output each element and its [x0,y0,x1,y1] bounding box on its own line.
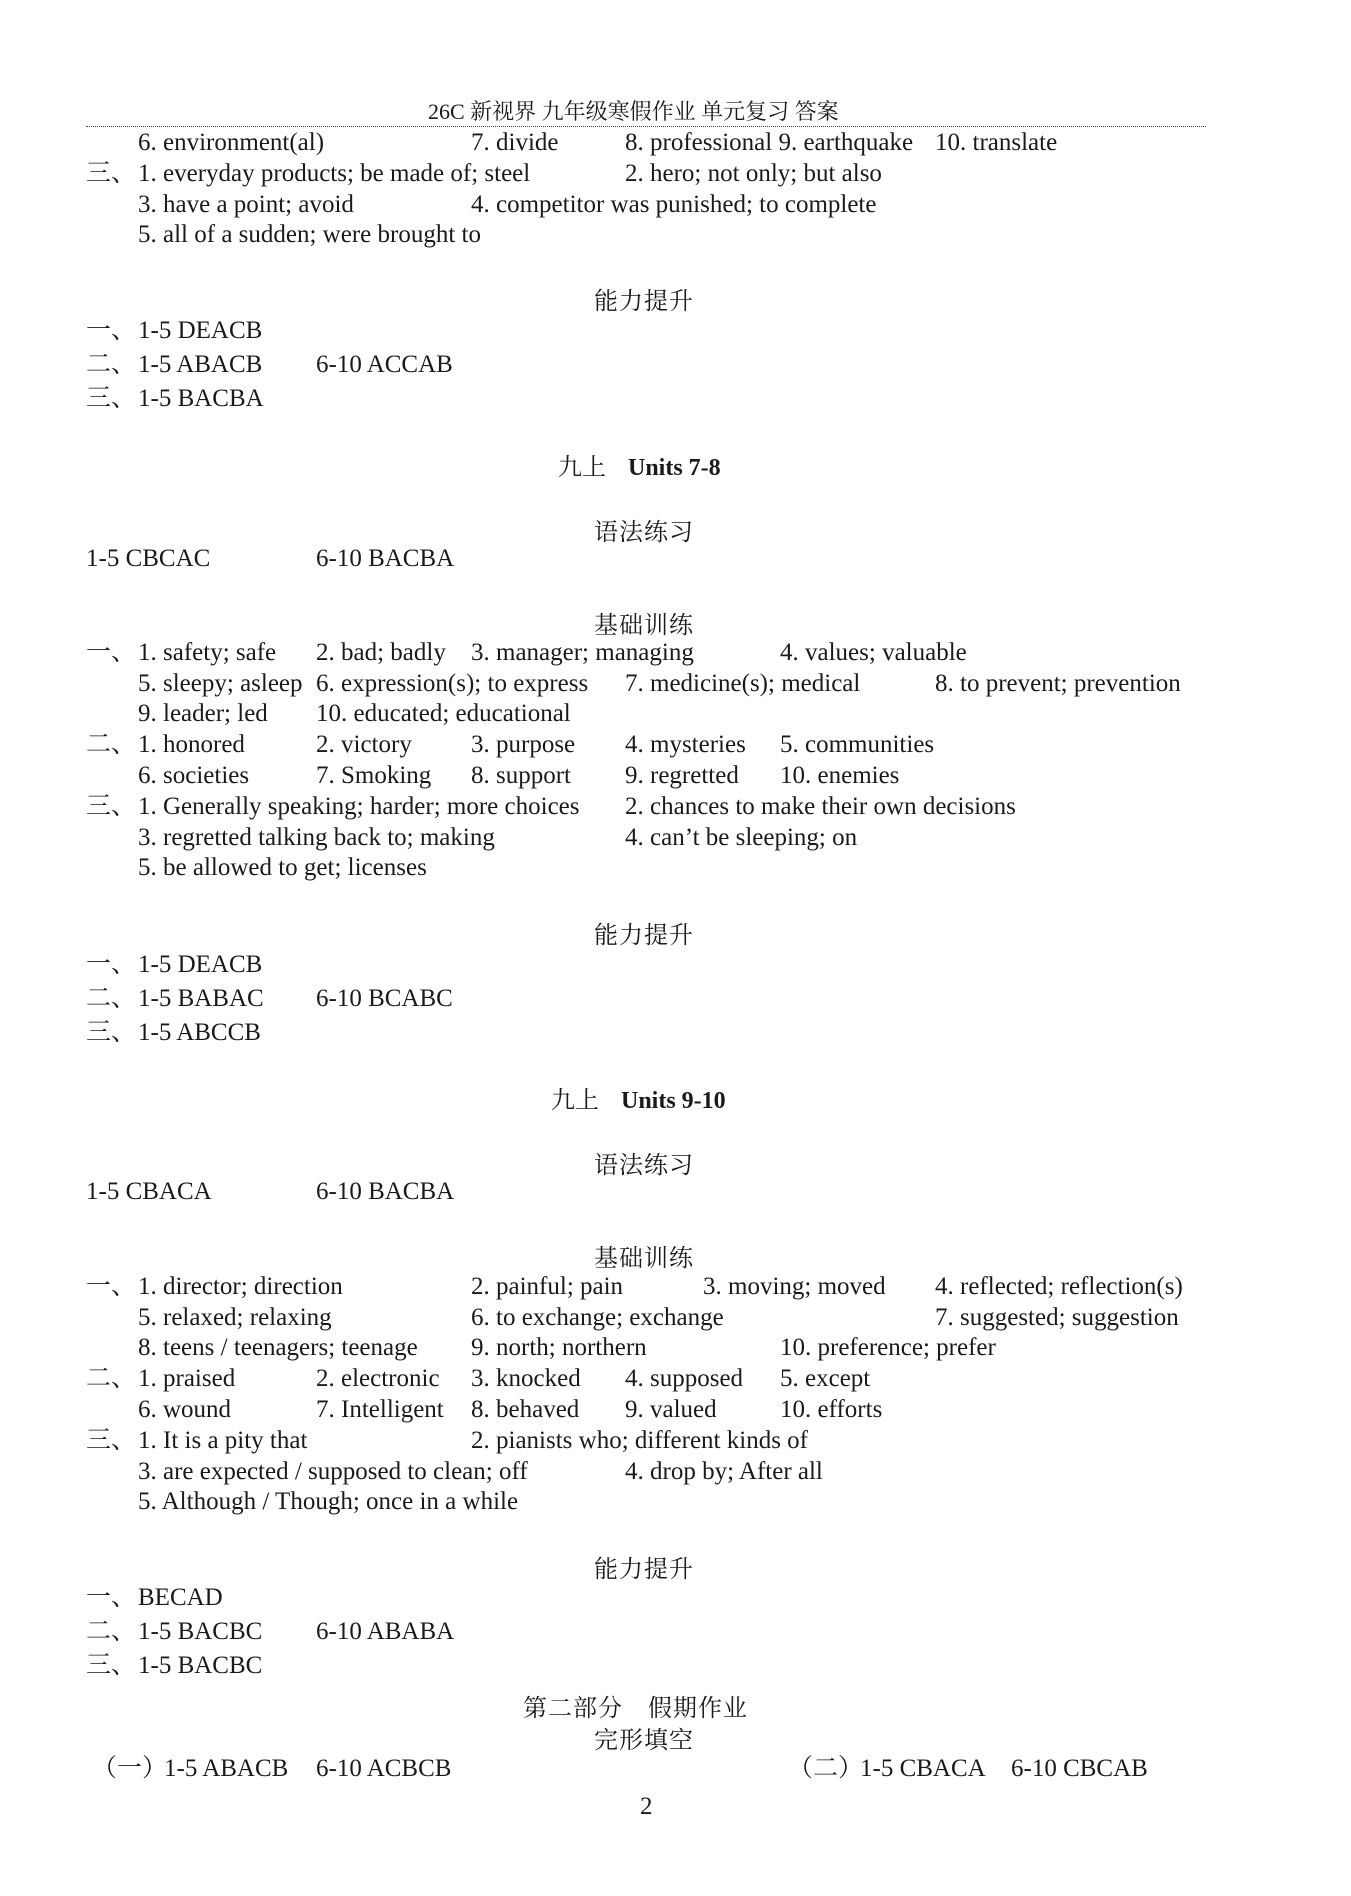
section-marker: 二、 [86,1618,137,1645]
answer-item: 6-10 CBCAB [1011,1755,1148,1782]
answer-item: 1-5 CBACA [86,1178,212,1205]
answer-item: 8. teens / teenagers; teenage [138,1334,418,1361]
answer-item: 9. leader; led [138,700,268,727]
answer-item: 5. all of a sudden; were brought to [138,221,481,248]
answer-item: 6. wound [138,1396,232,1423]
answer-item: 1-5 ABACB [138,351,263,378]
answer-item: 1-5 DEACB [138,317,263,344]
answer-item: 1-5 BACBC [138,1652,263,1679]
answer-item: 1-5 BACBA [138,385,264,412]
answer-item: 6-10 ACBCB [316,1755,452,1782]
section-marker: 三、 [86,1427,137,1454]
unit-grade: 九上 [551,1088,599,1114]
answer-item: 3. purpose [471,731,576,758]
section-marker: 一、 [86,1584,137,1611]
answer-item: 1. praised [138,1365,236,1392]
answer-item: 10. educated; educational [316,700,571,727]
answer-item: 1-5 CBACA [860,1755,986,1782]
page-header: 26C 新视界 九年级寒假作业 单元复习 答案 [428,99,839,124]
answer-item: 2. bad; badly [316,639,446,666]
answer-item: 4. can’t be sleeping; on [625,824,858,851]
answer-item: 1. safety; safe [138,639,277,666]
answer-item: 7. Intelligent [316,1396,444,1423]
answer-item: 4. reflected; reflection(s) [935,1273,1183,1300]
answer-item: 2. hero; not only; but also [625,160,882,187]
answer-item: 8. to prevent; prevention [935,670,1181,697]
answer-item: 1. everyday products; be made of; steel [138,160,531,187]
answer-item: 3. knocked [471,1365,581,1392]
answer-item: 8. professional 9. earthquake [625,129,914,156]
answer-item: 3. moving; moved [703,1273,886,1300]
section-marker: 二、 [86,731,137,758]
section-title: 能力提升 [594,1557,694,1583]
answer-item: 6. to exchange; exchange [471,1304,724,1331]
header-rule [86,126,1206,127]
answer-item: 1-5 CBCAC [86,545,211,572]
answer-item: 6. environment(al) [138,129,325,156]
answer-item: 9. regretted [625,762,739,789]
answer-item: 9. north; northern [471,1334,647,1361]
answer-item: 1-5 BABAC [138,985,264,1012]
answer-item: 4. supposed [625,1365,744,1392]
answer-item: 8. behaved [471,1396,580,1423]
section-title: 语法练习 [594,520,694,546]
part-title: 第二部分 假期作业 [523,1696,748,1722]
section-marker: 二、 [86,1365,137,1392]
answer-item: 9. valued [625,1396,717,1423]
answer-item: 1-5 ABCCB [138,1019,261,1046]
section-marker: 三、 [86,1652,137,1679]
section-marker: 一、 [86,317,137,344]
answer-item: 5. except [780,1365,871,1392]
answer-item: 6. expression(s); to express [316,670,589,697]
unit-heading [551,1080,726,1115]
unit-heading [558,447,721,482]
answer-item: 5. sleepy; asleep [138,670,303,697]
answer-item: 2. victory [316,731,412,758]
section-title: 语法练习 [594,1153,694,1179]
answer-item: 1-5 DEACB [138,951,263,978]
page-number: 2 [640,1793,653,1820]
answer-item: 1. Generally speaking; harder; more choices [138,793,580,820]
section-marker: 一、 [86,639,137,666]
section-marker: 一、 [86,1273,137,1300]
section-marker: 一、 [86,951,137,978]
answer-item: 1. It is a pity that [138,1427,308,1454]
unit-grade: 九上 [558,455,606,481]
answer-item: 3. have a point; avoid [138,191,354,218]
section-title: 完形填空 [594,1728,694,1754]
answer-item: 1. honored [138,731,245,758]
section-title: 基础训练 [594,613,694,639]
answer-item: 1-5 BACBC [138,1618,263,1645]
answer-item: 10. preference; prefer [780,1334,996,1361]
section-marker: 二、 [86,351,137,378]
section-marker: （二） [788,1755,864,1782]
answer-item: 6-10 BACBA [316,545,455,572]
answer-item: 3. regretted talking back to; making [138,824,495,851]
answer-item: 7. medicine(s); medical [625,670,861,697]
answer-item: 5. relaxed; relaxing [138,1304,332,1331]
answer-item: 2. chances to make their own decisions [625,793,1016,820]
answer-item: 1. director; direction [138,1273,343,1300]
section-marker: 二、 [86,985,137,1012]
answer-item: 6-10 BCABC [316,985,453,1012]
unit-range: Units 9-10 [621,1088,726,1114]
answer-item: 6. societies [138,762,250,789]
section-marker: 三、 [86,1019,137,1046]
answer-item: 3. are expected / supposed to clean; off [138,1458,528,1485]
answer-item: 6-10 ABABA [316,1618,455,1645]
answer-item: 10. efforts [780,1396,883,1423]
section-title: 能力提升 [594,923,694,949]
answer-item: 2. painful; pain [471,1273,624,1300]
unit-range: Units 7-8 [628,455,721,481]
answer-item: 6-10 ACCAB [316,351,453,378]
section-marker: （一） [92,1755,168,1782]
section-marker: 三、 [86,160,137,187]
answer-item: 2. electronic [316,1365,440,1392]
answer-item: 5. Although / Though; once in a while [138,1488,519,1515]
section-marker: 三、 [86,385,137,412]
answer-item: 4. values; valuable [780,639,967,666]
section-marker: 三、 [86,793,137,820]
answer-item: 2. pianists who; different kinds of [471,1427,808,1454]
answer-item: 7. divide [471,129,559,156]
answer-item: 5. be allowed to get; licenses [138,854,427,881]
section-title: 基础训练 [594,1246,694,1272]
answer-item: 5. communities [780,731,935,758]
section-title: 能力提升 [594,289,694,315]
answer-item: 4. mysteries [625,731,746,758]
answer-item: BECAD [138,1584,223,1611]
answer-item: 4. drop by; After all [625,1458,823,1485]
answer-item: 3. manager; managing [471,639,694,666]
answer-item: 8. support [471,762,571,789]
answer-item: 7. suggested; suggestion [935,1304,1179,1331]
answer-item: 4. competitor was punished; to complete [471,191,877,218]
answer-item: 7. Smoking [316,762,432,789]
answer-item: 1-5 ABACB [164,1755,289,1782]
answer-item: 10. translate [935,129,1058,156]
answer-item: 10. enemies [780,762,900,789]
answer-item: 6-10 BACBA [316,1178,455,1205]
